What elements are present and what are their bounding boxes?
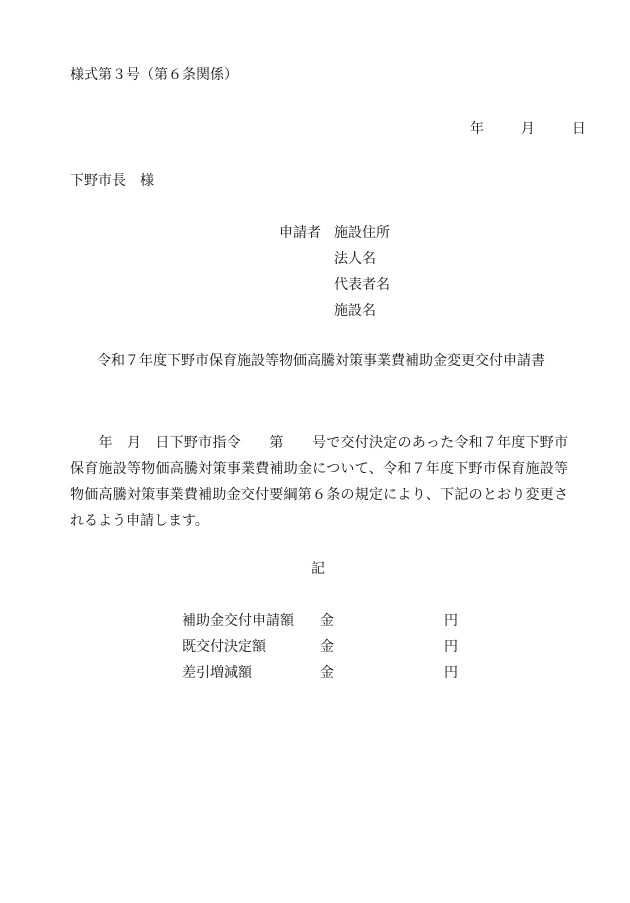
document-title: 令和７年度下野市保育施設等物価高騰対策事業費補助金変更交付申請書 (97, 353, 545, 369)
yen-label: 円 (444, 613, 458, 629)
representative-name-label: 代表者名 (334, 277, 390, 293)
ki-heading: 記 (311, 561, 325, 577)
date-line (470, 120, 586, 138)
date-year: 年 (470, 121, 484, 137)
yen-label: 円 (444, 639, 458, 655)
applicant-label: 申請者 (279, 225, 321, 241)
body-text: 年 月 日下野市指令 第 号で交付決定のあった令和７年度下野市保育施設等物価高騰対策事業費補助金について、令和７年度下野市保育施設等物価高騰対策事業費補助金交付要綱第６条の規定により、下記のとおり変更されるよう申請します。 (70, 435, 568, 529)
kin-label: 金 (320, 639, 334, 655)
amount-label: 既交付決定額 (182, 639, 266, 655)
amount-label: 差引増減額 (182, 665, 252, 681)
form-number: 様式第３号（第６条関係） (70, 67, 238, 83)
date-day: 日 (571, 121, 586, 137)
addressee: 下野市長 様 (70, 173, 154, 189)
date-month: 月 (520, 121, 535, 137)
facility-name-label: 施設名 (334, 303, 376, 319)
yen-label: 円 (444, 665, 458, 681)
amount-label: 補助金交付申請額 (182, 613, 294, 629)
facility-address-label: 施設住所 (334, 225, 390, 241)
kin-label: 金 (320, 613, 334, 629)
kin-label: 金 (320, 665, 334, 681)
corporation-name-label: 法人名 (334, 251, 376, 267)
